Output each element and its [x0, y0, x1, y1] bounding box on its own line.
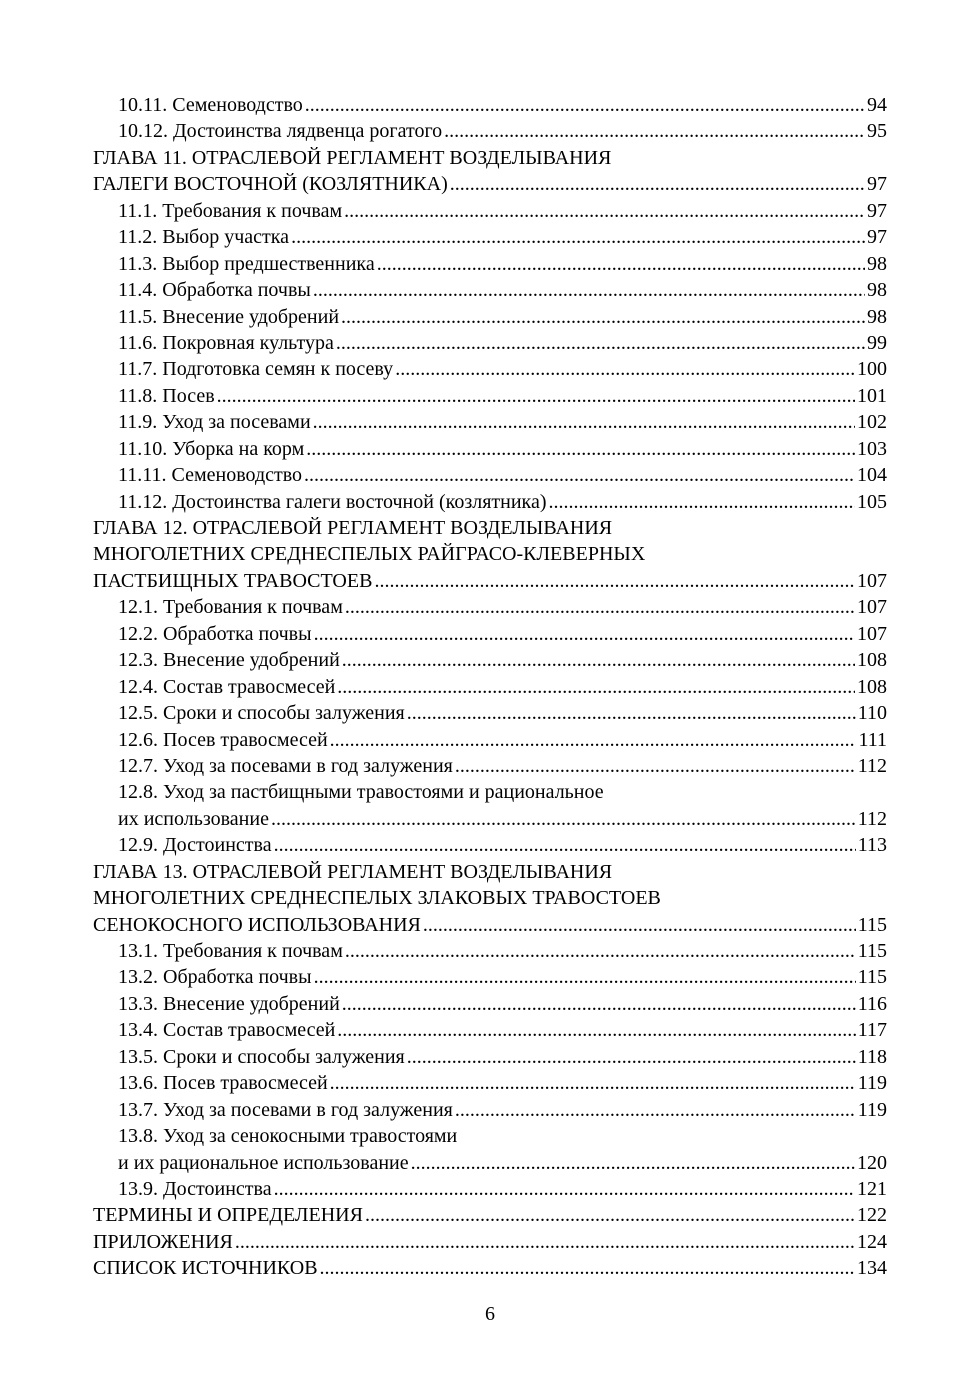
toc-entry-title: их использование	[118, 807, 269, 830]
toc-section-line[interactable]	[93, 753, 887, 779]
dot-leader	[395, 356, 855, 382]
toc-section-line[interactable]	[93, 938, 887, 964]
toc-page-number: 103	[857, 437, 887, 460]
dot-leader	[377, 251, 865, 277]
toc-entry-title: ГЛАВА 12. ОТРАСЛЕВОЙ РЕГЛАМЕНТ ВОЗДЕЛЫВАНИЯ	[93, 517, 613, 539]
toc-chapter-line[interactable]	[93, 859, 887, 885]
toc-entry-title: 11.9. Уход за посевами	[118, 411, 311, 434]
toc-entry-title: ПАСТБИЩНЫХ ТРАВОСТОЕВ	[93, 569, 373, 592]
toc-entry-title: МНОГОЛЕТНИХ СРЕДНЕСПЕЛЫХ ЗЛАКОВЫХ ТРАВОСТОЕВ	[93, 887, 661, 910]
toc-chapter-line[interactable]	[93, 171, 887, 197]
toc-section-line[interactable]	[93, 118, 887, 144]
dot-leader	[305, 92, 865, 118]
dot-leader	[274, 832, 856, 858]
toc-section-line[interactable]	[93, 330, 887, 356]
toc-page-number: 98	[867, 305, 887, 328]
dot-leader	[450, 171, 865, 197]
toc-section-line[interactable]	[93, 383, 887, 409]
toc-entry-title: 12.5. Сроки и способы залужения	[118, 702, 405, 725]
toc-page-number: 119	[857, 1072, 887, 1095]
dot-leader	[345, 938, 856, 964]
toc-section-line[interactable]	[93, 198, 887, 224]
dot-leader	[313, 409, 855, 435]
toc-chapter-line[interactable]	[93, 885, 887, 911]
toc-page-number: 115	[857, 966, 887, 989]
toc-entry-title: 13.3. Внесение удобрений	[118, 992, 340, 1015]
toc-page-number: 107	[857, 622, 887, 645]
toc-section-line[interactable]	[93, 409, 887, 435]
toc-chapter-line[interactable]	[93, 1202, 887, 1228]
toc-entry-title: 13.2. Обработка почвы	[118, 966, 312, 989]
toc-section-line[interactable]	[93, 674, 887, 700]
dot-leader	[235, 1229, 855, 1255]
dot-leader	[455, 1097, 856, 1123]
toc-section-line[interactable]	[93, 1176, 887, 1202]
toc-section-line[interactable]	[93, 277, 887, 303]
toc-entry-title: 12.1. Требования к почвам	[118, 596, 343, 619]
dot-leader	[407, 700, 856, 726]
dot-leader	[407, 1044, 856, 1070]
toc-page-number: 112	[857, 807, 887, 830]
toc-page-number: 107	[857, 569, 887, 592]
toc-entry-title: 11.7. Подготовка семян к посеву	[118, 358, 394, 381]
toc-entry-title: и их рациональное использование	[118, 1151, 409, 1174]
toc-entry-title: 10.12. Достоинства лядвенца рогатого	[118, 120, 443, 143]
toc-entry-title: 12.8. Уход за пастбищными травостоями и рациональное	[118, 781, 604, 804]
toc-section-line[interactable]	[93, 1017, 887, 1043]
toc-chapter-line[interactable]	[93, 1229, 887, 1255]
dot-leader	[330, 1070, 856, 1096]
dot-leader	[549, 489, 856, 515]
toc-page-number: 113	[857, 834, 887, 857]
toc-page-number: 116	[857, 992, 887, 1015]
dot-leader	[337, 674, 855, 700]
toc-section-line[interactable]	[93, 1097, 887, 1123]
toc-entry-title: 13.5. Сроки и способы залужения	[118, 1045, 405, 1068]
toc-entry-title: 11.6. Покровная культура	[118, 331, 334, 354]
dot-leader	[330, 727, 857, 753]
toc-section-line[interactable]	[93, 436, 887, 462]
dot-leader	[337, 1017, 855, 1043]
dot-leader	[345, 594, 855, 620]
toc-section-line[interactable]	[93, 991, 887, 1017]
toc-entry-title: ГАЛЕГИ ВОСТОЧНОЙ (КОЗЛЯТНИКА)	[93, 173, 448, 196]
toc-entry-title: 12.2. Обработка почвы	[118, 622, 312, 645]
toc-page-number: 94	[867, 94, 887, 116]
dot-leader	[304, 462, 855, 488]
toc-page-number: 101	[857, 384, 887, 407]
toc-chapter-line[interactable]	[93, 1255, 887, 1281]
toc-page-number: 134	[857, 1257, 887, 1280]
dot-leader	[217, 383, 855, 409]
dot-leader	[341, 304, 865, 330]
toc-entry-title: 12.3. Внесение удобрений	[118, 649, 340, 672]
toc-entry-title: 11.5. Внесение удобрений	[118, 305, 340, 328]
toc-section-line[interactable]	[93, 489, 887, 515]
dot-leader	[336, 330, 865, 356]
toc-section-line[interactable]	[93, 727, 887, 753]
toc-section-line[interactable]	[93, 251, 887, 277]
toc-page-number: 120	[857, 1151, 887, 1174]
toc-chapter-line[interactable]	[93, 145, 887, 171]
toc-page-number: 122	[857, 1204, 887, 1227]
dot-leader	[344, 198, 865, 224]
dot-leader	[291, 224, 865, 250]
toc-section-line[interactable]	[93, 806, 887, 832]
toc-page-number: 110	[857, 702, 887, 725]
toc-entry-title: СЕНОКОСНОГО ИСПОЛЬЗОВАНИЯ	[93, 913, 421, 936]
toc-page-number: 97	[867, 199, 887, 222]
toc-section-line[interactable]	[93, 356, 887, 382]
toc-page-number: 97	[867, 173, 887, 196]
toc-chapter-line[interactable]	[93, 515, 887, 541]
toc-page-number: 98	[867, 279, 887, 302]
toc-section-line[interactable]	[93, 462, 887, 488]
toc-section-line[interactable]	[93, 1150, 887, 1176]
toc-page-number: 100	[857, 358, 887, 381]
dot-leader	[314, 964, 856, 990]
toc-entry-title: СПИСОК ИСТОЧНИКОВ	[93, 1257, 318, 1280]
toc-page-number: 99	[867, 331, 887, 354]
toc-entry-title: 11.2. Выбор участка	[118, 226, 290, 249]
dot-leader	[411, 1150, 855, 1176]
toc-page-number: 117	[857, 1019, 887, 1042]
toc-entry-title: 13.1. Требования к почвам	[118, 940, 343, 962]
toc-entry-title: 11.12. Достоинства галеги восточной (козлятника)	[118, 490, 547, 513]
dot-leader	[271, 806, 856, 832]
dot-leader	[423, 912, 856, 938]
toc-entry-title: 11.4. Обработка почвы	[118, 279, 311, 302]
toc-chapter-line[interactable]	[93, 912, 887, 938]
toc-entry-title: 12.4. Состав травосмесей	[118, 675, 336, 698]
dot-leader	[444, 118, 865, 144]
toc-page-number: 115	[857, 913, 887, 936]
toc-page-number: 118	[857, 1045, 887, 1068]
page-number: 6	[485, 1303, 495, 1325]
toc-entry-title: 11.1. Требования к почвам	[118, 199, 343, 222]
toc-section-line[interactable]	[93, 700, 887, 726]
toc-entry-title: 12.6. Посев травосмесей	[118, 728, 328, 751]
toc-section-line[interactable]	[93, 92, 887, 118]
toc-section-line[interactable]	[93, 621, 887, 647]
toc-entry-title: 13.7. Уход за посевами в год залужения	[118, 1098, 453, 1121]
dot-leader	[313, 277, 865, 303]
toc-entry-title: ТЕРМИНЫ И ОПРЕДЕЛЕНИЯ	[93, 1204, 363, 1227]
toc-page-number: 121	[857, 1177, 887, 1200]
toc-entry-title: 13.8. Уход за сенокосными травостоями	[118, 1125, 458, 1148]
toc-section-line[interactable]	[93, 1123, 887, 1149]
toc-page-number: 119	[857, 1098, 887, 1121]
toc-entry-title: 13.4. Состав травосмесей	[118, 1019, 336, 1042]
toc-entry-title: 12.7. Уход за посевами в год залужения	[118, 754, 453, 777]
toc-page-number: 108	[857, 649, 887, 672]
toc-page-number: 111	[858, 728, 887, 751]
toc-page-number: 112	[857, 754, 887, 777]
toc-page-number: 105	[857, 490, 887, 513]
toc-page-number: 107	[857, 596, 887, 619]
toc-page-number: 124	[857, 1230, 887, 1253]
toc-page-number: 97	[867, 226, 887, 249]
toc-page-number: 98	[867, 252, 887, 275]
toc-section-line[interactable]	[93, 779, 887, 805]
dot-leader	[365, 1202, 855, 1228]
toc-entry-title: 12.9. Достоинства	[118, 834, 272, 857]
dot-leader	[320, 1255, 855, 1281]
toc-page-number: 115	[857, 940, 887, 962]
dot-leader	[274, 1176, 855, 1202]
toc-page-number: 108	[857, 675, 887, 698]
dot-leader	[342, 647, 855, 673]
toc-page-number: 95	[867, 120, 887, 143]
toc-section-line[interactable]	[93, 1044, 887, 1070]
dot-leader	[374, 568, 855, 594]
toc-entry-title: ГЛАВА 13. ОТРАСЛЕВОЙ РЕГЛАМЕНТ ВОЗДЕЛЫВАНИЯ	[93, 860, 613, 883]
toc-entry-title: 11.8. Посев	[118, 384, 215, 407]
toc-entry-title: МНОГОЛЕТНИХ СРЕДНЕСПЕЛЫХ РАЙГРАСО-КЛЕВЕРНЫХ	[93, 543, 646, 566]
toc-entry-title: 11.10. Уборка на корм	[118, 437, 305, 460]
dot-leader	[342, 991, 856, 1017]
toc-entry-title: ГЛАВА 11. ОТРАСЛЕВОЙ РЕГЛАМЕНТ ВОЗДЕЛЫВАНИЯ	[93, 146, 612, 169]
toc-section-line[interactable]	[93, 964, 887, 990]
toc-section-line[interactable]	[93, 594, 887, 620]
toc-entry-title: 13.9. Достоинства	[118, 1177, 272, 1200]
toc-page-number: 104	[857, 464, 887, 487]
toc-section-line[interactable]	[93, 224, 887, 250]
dot-leader	[314, 621, 855, 647]
toc-chapter-line[interactable]	[93, 568, 887, 594]
toc-entry-title: 11.11. Семеноводство	[118, 464, 303, 487]
dot-leader	[306, 436, 855, 462]
dot-leader	[455, 753, 856, 779]
toc-entry-title: 11.3. Выбор предшественника	[118, 252, 375, 275]
toc-section-line[interactable]	[93, 647, 887, 673]
toc-entry-title: 10.11. Семеноводство	[118, 94, 303, 116]
toc-section-line[interactable]	[93, 832, 887, 858]
toc-section-line[interactable]	[93, 1070, 887, 1096]
table-of-contents	[93, 92, 887, 1282]
toc-chapter-line[interactable]	[93, 541, 887, 567]
toc-entry-title: 13.6. Посев травосмесей	[118, 1072, 328, 1095]
toc-page-number: 102	[857, 411, 887, 434]
toc-section-line[interactable]	[93, 304, 887, 330]
toc-entry-title: ПРИЛОЖЕНИЯ	[93, 1230, 233, 1253]
